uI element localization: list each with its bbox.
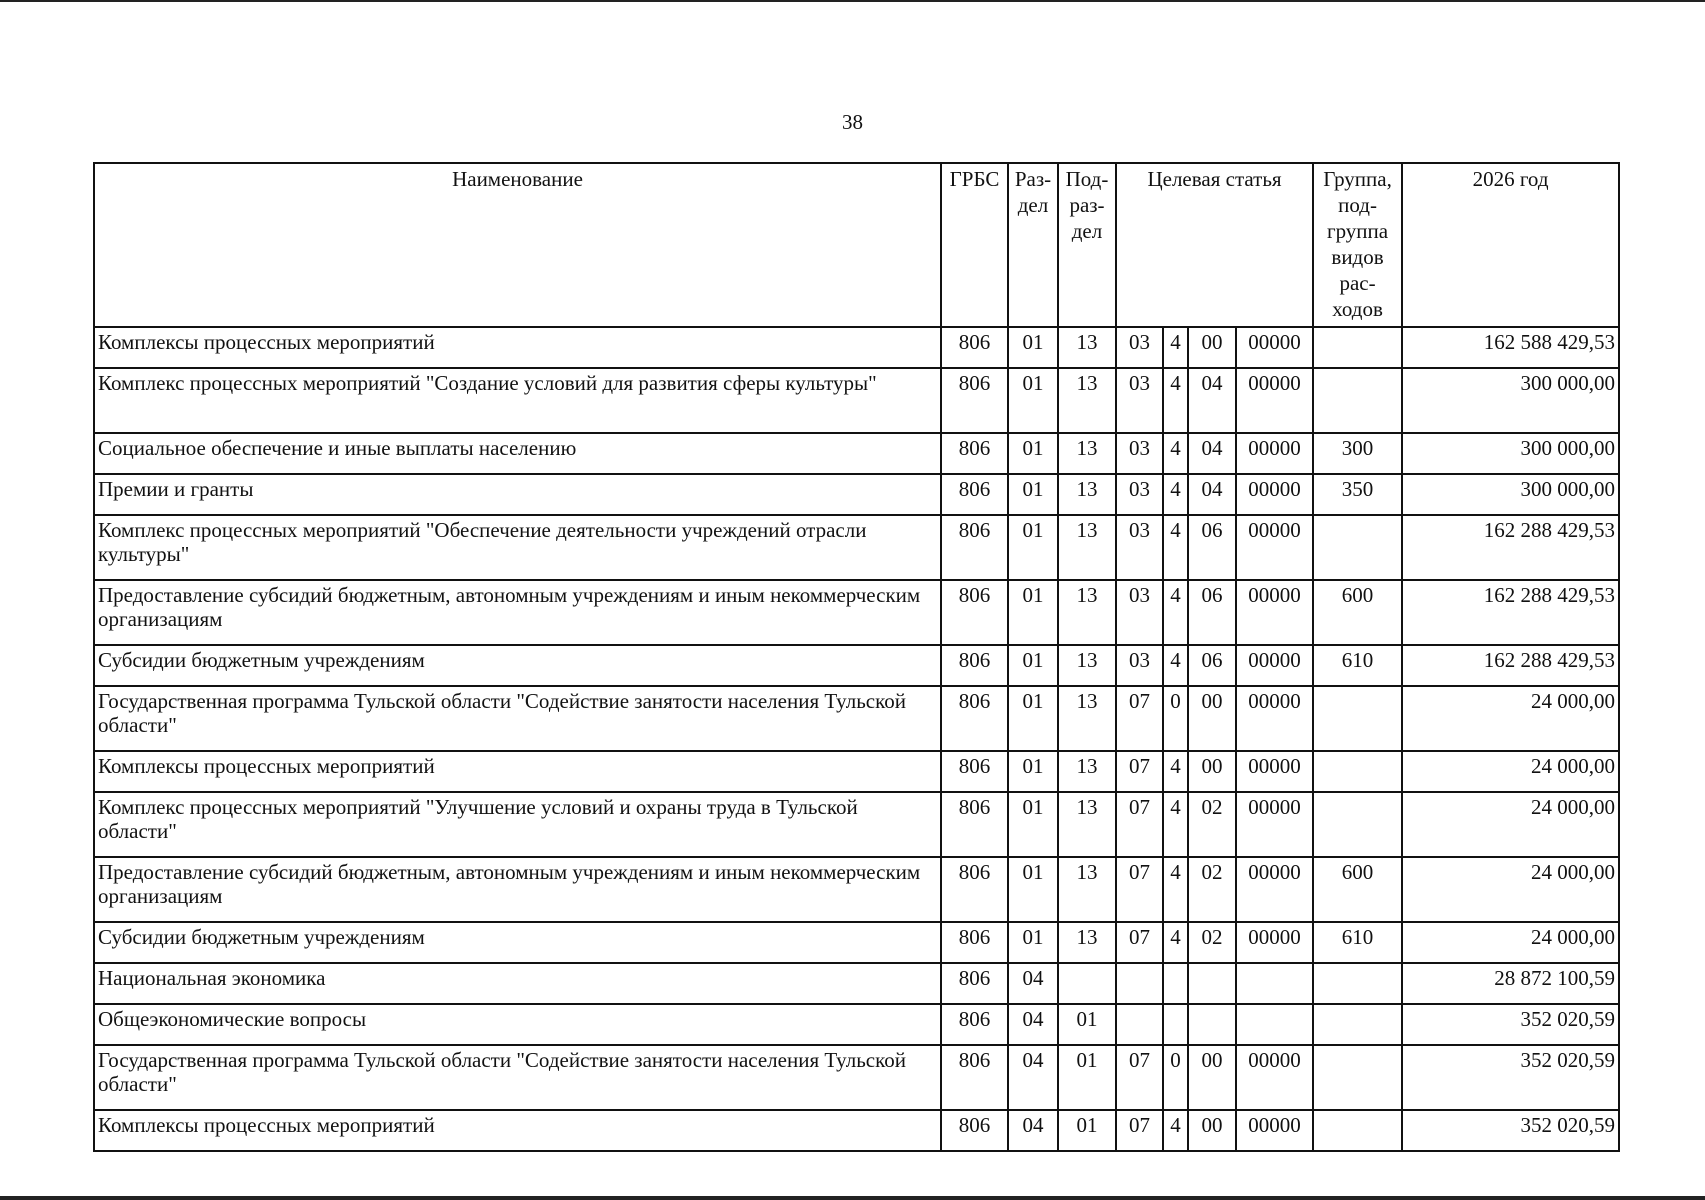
row-name: Комплекс процессных мероприятий "Обеспечение деятельности учреждений отрасли культуры" (94, 515, 941, 580)
row-target-type (1163, 1004, 1188, 1045)
row-target-subprogram: 02 (1188, 922, 1236, 963)
row-target-subprogram: 02 (1188, 857, 1236, 922)
row-target-subprogram: 00 (1188, 327, 1236, 368)
row-grbs: 806 (941, 963, 1008, 1004)
row-target-program: 03 (1116, 645, 1163, 686)
table-row (94, 515, 1619, 580)
row-name: Национальная экономика (94, 963, 941, 1004)
row-target-program: 07 (1116, 792, 1163, 857)
row-target-subprogram: 00 (1188, 686, 1236, 751)
row-podrazdel: 01 (1058, 1004, 1116, 1045)
scan-edge-top (0, 0, 1705, 2)
header-year: 2026 год (1402, 163, 1619, 327)
row-razdel: 04 (1008, 963, 1058, 1004)
row-razdel: 04 (1008, 1110, 1058, 1151)
row-target-direction: 00000 (1236, 580, 1313, 645)
row-razdel: 01 (1008, 645, 1058, 686)
row-target-subprogram: 06 (1188, 580, 1236, 645)
table-row (94, 1110, 1619, 1151)
table-row (94, 580, 1619, 645)
row-target-program: 03 (1116, 368, 1163, 433)
row-amount: 162 288 429,53 (1402, 645, 1619, 686)
table-row (94, 368, 1619, 433)
row-razdel: 01 (1008, 327, 1058, 368)
table-row (94, 922, 1619, 963)
row-target-program: 07 (1116, 686, 1163, 751)
header-target-article: Целевая статья (1116, 163, 1313, 327)
row-target-type: 4 (1163, 751, 1188, 792)
row-name: Комплекс процессных мероприятий "Улучшение условий и охраны труда в Тульской области" (94, 792, 941, 857)
table-row (94, 1045, 1619, 1110)
header-grbs: ГРБС (941, 163, 1008, 327)
row-grbs: 806 (941, 751, 1008, 792)
table-row (94, 857, 1619, 922)
row-target-subprogram: 06 (1188, 515, 1236, 580)
row-grbs: 806 (941, 1110, 1008, 1151)
row-target-subprogram: 02 (1188, 792, 1236, 857)
row-grbs: 806 (941, 922, 1008, 963)
row-target-program (1116, 1004, 1163, 1045)
row-target-direction: 00000 (1236, 433, 1313, 474)
row-expense-group (1313, 515, 1402, 580)
row-grbs: 806 (941, 580, 1008, 645)
header-expense-group: Группа, под- группа видов рас- ходов (1313, 163, 1402, 327)
row-grbs: 806 (941, 686, 1008, 751)
row-target-subprogram: 00 (1188, 751, 1236, 792)
row-grbs: 806 (941, 792, 1008, 857)
row-name: Комплексы процессных мероприятий (94, 1110, 941, 1151)
row-podrazdel: 13 (1058, 751, 1116, 792)
row-podrazdel: 13 (1058, 327, 1116, 368)
row-amount: 24 000,00 (1402, 751, 1619, 792)
row-podrazdel: 13 (1058, 474, 1116, 515)
row-target-subprogram: 00 (1188, 1045, 1236, 1110)
row-target-direction: 00000 (1236, 751, 1313, 792)
row-razdel: 01 (1008, 686, 1058, 751)
row-target-subprogram: 04 (1188, 433, 1236, 474)
row-expense-group (1313, 368, 1402, 433)
header-razdel: Раз- дел (1008, 163, 1058, 327)
row-expense-group: 600 (1313, 857, 1402, 922)
row-target-type: 4 (1163, 368, 1188, 433)
row-target-type: 4 (1163, 645, 1188, 686)
row-amount: 300 000,00 (1402, 368, 1619, 433)
row-target-program: 03 (1116, 515, 1163, 580)
row-target-direction (1236, 1004, 1313, 1045)
table-row (94, 686, 1619, 751)
table-row (94, 751, 1619, 792)
row-name: Комплексы процессных мероприятий (94, 751, 941, 792)
row-target-subprogram (1188, 1004, 1236, 1045)
row-target-type: 4 (1163, 580, 1188, 645)
row-target-program: 03 (1116, 433, 1163, 474)
row-podrazdel: 13 (1058, 433, 1116, 474)
row-razdel: 01 (1008, 580, 1058, 645)
row-amount: 300 000,00 (1402, 474, 1619, 515)
row-target-program: 07 (1116, 751, 1163, 792)
row-target-type: 4 (1163, 474, 1188, 515)
row-target-type: 4 (1163, 515, 1188, 580)
row-expense-group (1313, 792, 1402, 857)
table-row (94, 963, 1619, 1004)
row-target-direction: 00000 (1236, 922, 1313, 963)
row-grbs: 806 (941, 1045, 1008, 1110)
table-row (94, 645, 1619, 686)
row-expense-group: 610 (1313, 645, 1402, 686)
row-amount: 24 000,00 (1402, 686, 1619, 751)
row-target-subprogram: 04 (1188, 474, 1236, 515)
row-podrazdel (1058, 963, 1116, 1004)
row-expense-group: 350 (1313, 474, 1402, 515)
row-target-type: 4 (1163, 1110, 1188, 1151)
table-row (94, 474, 1619, 515)
row-amount: 300 000,00 (1402, 433, 1619, 474)
page-number: 38 (842, 110, 863, 134)
row-target-type: 0 (1163, 686, 1188, 751)
row-podrazdel: 01 (1058, 1110, 1116, 1151)
scan-edge-bottom (0, 1196, 1705, 1200)
row-target-program (1116, 963, 1163, 1004)
row-target-direction: 00000 (1236, 1045, 1313, 1110)
row-target-program: 03 (1116, 327, 1163, 368)
row-target-program: 07 (1116, 1110, 1163, 1151)
row-amount: 24 000,00 (1402, 922, 1619, 963)
header-name: Наименование (94, 163, 941, 327)
row-expense-group (1313, 1045, 1402, 1110)
row-razdel: 01 (1008, 474, 1058, 515)
row-amount: 24 000,00 (1402, 857, 1619, 922)
row-grbs: 806 (941, 327, 1008, 368)
row-target-direction: 00000 (1236, 792, 1313, 857)
row-expense-group (1313, 1110, 1402, 1151)
row-grbs: 806 (941, 515, 1008, 580)
row-razdel: 01 (1008, 515, 1058, 580)
row-expense-group: 600 (1313, 580, 1402, 645)
row-target-direction: 00000 (1236, 645, 1313, 686)
row-target-direction: 00000 (1236, 327, 1313, 368)
header-podrazdel: Под- раз- дел (1058, 163, 1116, 327)
row-podrazdel: 13 (1058, 515, 1116, 580)
row-target-direction: 00000 (1236, 857, 1313, 922)
row-razdel: 01 (1008, 433, 1058, 474)
row-name: Социальное обеспечение и иные выплаты населению (94, 433, 941, 474)
row-name: Предоставление субсидий бюджетным, автономным учреждениям и иным некоммерческим организациям (94, 580, 941, 645)
row-podrazdel: 13 (1058, 857, 1116, 922)
row-razdel: 01 (1008, 751, 1058, 792)
row-target-type: 4 (1163, 857, 1188, 922)
row-amount: 352 020,59 (1402, 1110, 1619, 1151)
row-target-direction: 00000 (1236, 686, 1313, 751)
row-amount: 162 288 429,53 (1402, 515, 1619, 580)
table-row (94, 327, 1619, 368)
row-razdel: 04 (1008, 1004, 1058, 1045)
row-podrazdel: 13 (1058, 580, 1116, 645)
row-target-direction: 00000 (1236, 515, 1313, 580)
row-grbs: 806 (941, 433, 1008, 474)
row-target-type: 0 (1163, 1045, 1188, 1110)
row-target-type (1163, 963, 1188, 1004)
row-grbs: 806 (941, 645, 1008, 686)
row-expense-group: 300 (1313, 433, 1402, 474)
row-target-subprogram (1188, 963, 1236, 1004)
row-target-subprogram: 00 (1188, 1110, 1236, 1151)
row-target-type: 4 (1163, 327, 1188, 368)
row-podrazdel: 13 (1058, 645, 1116, 686)
row-grbs: 806 (941, 857, 1008, 922)
row-target-direction (1236, 963, 1313, 1004)
table-row (94, 433, 1619, 474)
row-razdel: 01 (1008, 792, 1058, 857)
row-expense-group (1313, 327, 1402, 368)
row-name: Государственная программа Тульской области "Содействие занятости населения Тульской области" (94, 1045, 941, 1110)
row-amount: 162 588 429,53 (1402, 327, 1619, 368)
row-target-program: 07 (1116, 1045, 1163, 1110)
row-target-program: 03 (1116, 580, 1163, 645)
row-amount: 352 020,59 (1402, 1045, 1619, 1110)
row-name: Премии и гранты (94, 474, 941, 515)
row-podrazdel: 13 (1058, 922, 1116, 963)
row-name: Субсидии бюджетным учреждениям (94, 645, 941, 686)
row-amount: 162 288 429,53 (1402, 580, 1619, 645)
budget-table (93, 162, 1620, 1152)
table-row (94, 1004, 1619, 1045)
row-name: Предоставление субсидий бюджетным, автономным учреждениям и иным некоммерческим организациям (94, 857, 941, 922)
row-expense-group (1313, 686, 1402, 751)
row-target-direction: 00000 (1236, 474, 1313, 515)
row-target-direction: 00000 (1236, 368, 1313, 433)
row-expense-group (1313, 751, 1402, 792)
row-target-subprogram: 06 (1188, 645, 1236, 686)
row-target-direction: 00000 (1236, 1110, 1313, 1151)
row-target-program: 07 (1116, 857, 1163, 922)
row-name: Комплекс процессных мероприятий "Создание условий для развития сферы культуры" (94, 368, 941, 433)
row-podrazdel: 01 (1058, 1045, 1116, 1110)
row-razdel: 01 (1008, 922, 1058, 963)
row-expense-group (1313, 963, 1402, 1004)
row-expense-group: 610 (1313, 922, 1402, 963)
row-name: Общеэкономические вопросы (94, 1004, 941, 1045)
row-amount: 352 020,59 (1402, 1004, 1619, 1045)
row-name: Субсидии бюджетным учреждениям (94, 922, 941, 963)
row-podrazdel: 13 (1058, 792, 1116, 857)
row-name: Государственная программа Тульской области "Содействие занятости населения Тульской области" (94, 686, 941, 751)
row-expense-group (1313, 1004, 1402, 1045)
table-row (94, 792, 1619, 857)
row-target-subprogram: 04 (1188, 368, 1236, 433)
row-razdel: 01 (1008, 368, 1058, 433)
row-target-type: 4 (1163, 433, 1188, 474)
row-amount: 28 872 100,59 (1402, 963, 1619, 1004)
row-grbs: 806 (941, 1004, 1008, 1045)
row-podrazdel: 13 (1058, 368, 1116, 433)
row-target-program: 03 (1116, 474, 1163, 515)
row-amount: 24 000,00 (1402, 792, 1619, 857)
row-target-program: 07 (1116, 922, 1163, 963)
row-razdel: 04 (1008, 1045, 1058, 1110)
row-podrazdel: 13 (1058, 686, 1116, 751)
row-grbs: 806 (941, 474, 1008, 515)
row-razdel: 01 (1008, 857, 1058, 922)
row-target-type: 4 (1163, 792, 1188, 857)
row-grbs: 806 (941, 368, 1008, 433)
row-name: Комплексы процессных мероприятий (94, 327, 941, 368)
row-target-type: 4 (1163, 922, 1188, 963)
header-row (94, 163, 1619, 327)
